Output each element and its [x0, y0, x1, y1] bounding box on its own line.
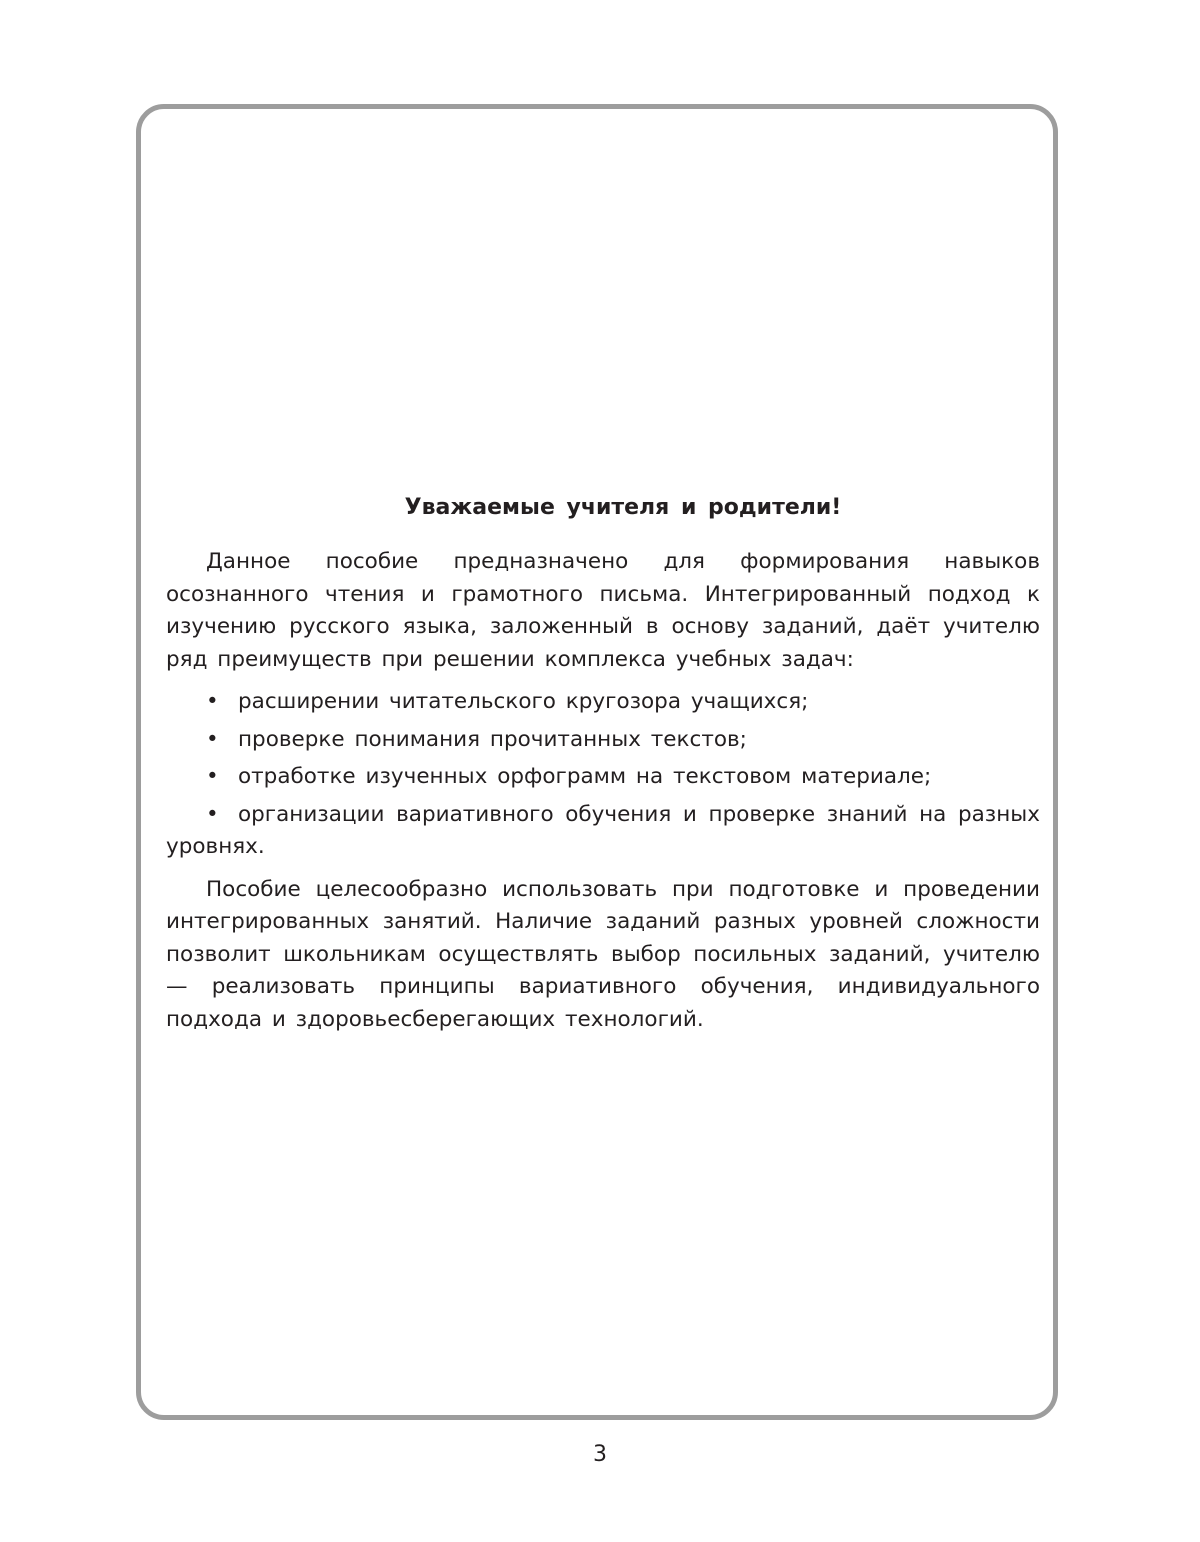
list-item-text: проверке понимания прочитанных текстов; — [238, 726, 747, 752]
closing-paragraph: Пособие целесообразно использовать при подготовке и проведении интегрированных занятий. Наличие заданий разных уровней сложности позволит школьникам осуществлять выбор посильных заданий, учителю — реализовать принципы вариативного обучения, индивидуального подхода и здоровьесберегающих технологий. — [166, 876, 1040, 1032]
bullet-icon: • — [206, 764, 219, 789]
list-item-text: отработке изученных орфограмм на текстовом материале; — [238, 764, 932, 789]
page-heading: Уважаемые учителя и родители! — [404, 495, 842, 520]
intro-paragraph: Данное пособие предназначено для формирования навыков осознанного чтения и грамотного письма. Интегрированный подход к изучению русского языка, заложенный в основу заданий, даёт учителю ряд преимуществ при решении комплекса учебных задач: — [166, 549, 1040, 672]
list-item — [166, 686, 1040, 719]
page-number: 3 — [593, 1442, 607, 1467]
bullet-icon: • — [206, 726, 219, 752]
list-item — [166, 799, 1040, 864]
bullet-icon: • — [206, 801, 219, 827]
list-item — [166, 724, 1040, 757]
page-content — [166, 492, 1040, 1036]
bullet-icon: • — [206, 689, 219, 714]
list-item — [166, 761, 1040, 794]
list-item-text: расширении читательского кругозора учащихся; — [238, 689, 809, 714]
advantages-list — [166, 686, 1040, 864]
list-item-text: организации вариативного обучения и проверке знаний на разных уровнях. — [166, 801, 1040, 859]
